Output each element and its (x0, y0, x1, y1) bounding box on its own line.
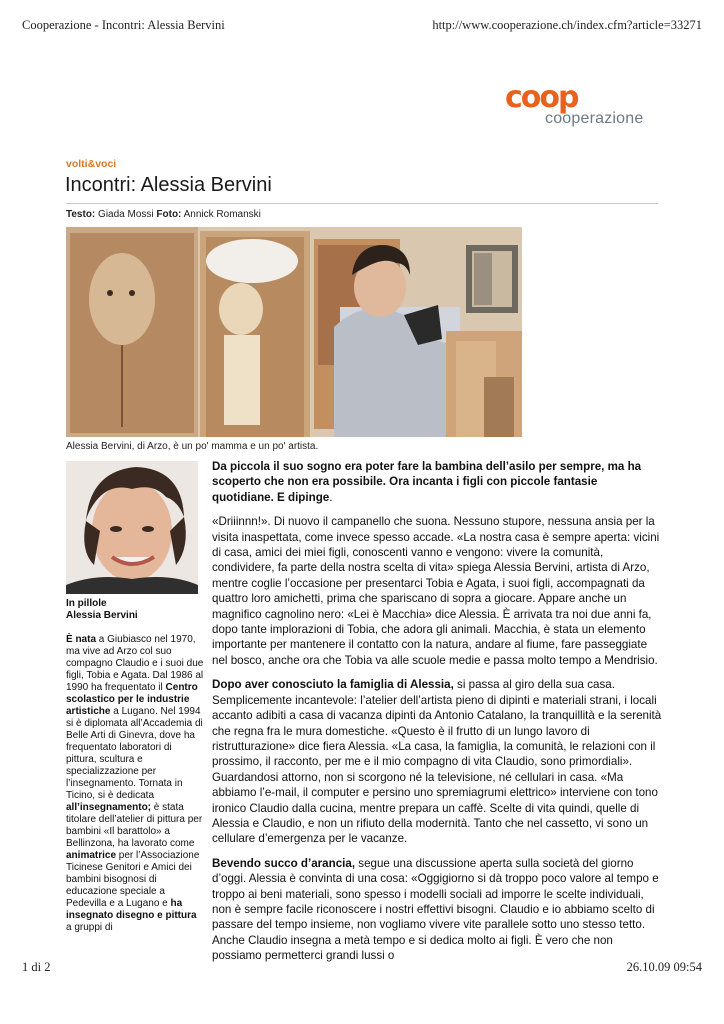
lead-text: Da piccola il suo sogno era poter fare la bambina dell’asilo per sempre, ma ha scoperto che non era possibile. Ora incanta i figli con piccole fantasie quotidiane. E dipinge (212, 460, 642, 504)
bio-bold-3: all’insegnamento; (66, 802, 152, 813)
credits-photo-label: Foto: (156, 209, 182, 220)
lead-end: . (329, 490, 333, 504)
sidebar-heading-2: Alessia Bervini (66, 610, 138, 621)
bio-text-5: a gruppi di (66, 922, 113, 933)
coop-cooperazione-logo[interactable] (505, 80, 655, 130)
bio-text-1: a Giubiasco nel 1970, ma vive ad Arzo col suo compagno Claudio e i suoi due figli, Tobia e Agata. Dal 1986 al 1990 ha frequentato il (66, 634, 204, 693)
paragraph-3 (212, 856, 662, 964)
credits-text-label: Testo: (66, 209, 96, 220)
paragraph-3-bold: Bevendo succo d’arancia, (212, 856, 356, 870)
section-label-b: voci (95, 158, 117, 170)
paragraph-3-text: segue una discussione aperta sulla società del giorno d’oggi. Alessia è convinta di una cosa: «Oggigiorno si dà troppo poco valore al tempo e troppo ai beni materiali, sono spesso i modelli sociali ad imporre le scelte individuali, non è sempre facile riconoscere i nostri effettivi bisogni. Claudio e io abbiamo scelto di passare del tempo insieme, non vogliamo vivere vite parallele sotto uno stesso tetto. Anche Claudio insegna a metà tempo e si dedica molto ai figli. È vero che non possiamo permetterci grandi lussi o (212, 856, 659, 963)
section-label-amp: & (87, 158, 96, 170)
credits-text-author: Giada Mossi (98, 209, 154, 220)
article-lead (212, 459, 662, 505)
bio-bold-4: animatrice (66, 850, 117, 861)
page-counter: 1 di 2 (22, 960, 51, 974)
paragraph-2-text: si passa al giro della sua casa. Semplicemente incantevole: l’atelier dell’artista pieno di dipinti e materiali strani, i locali accanto adibiti a casa di vacanza dipinti da Antonio Catalano, la tranquillità e la serenità che regna fra le mura domestiche. «Questo è il frutto di un lungo lavoro di ristrutturazione» dice fiera Alessia. «La casa, la famiglia, la comunità, le relazioni con il prossimo, il racconto, per me e il mio compagno di vita Claudio, sono primordiali». Guardandosi attorno, non si scorgono né la televisione, né cellulari in casa. «Ma abbiamo l’e-mail, il computer e persino uno spremiagrumi elettrico» interviene con tono ironico Claudio dalla cucina, mentre prepara un caffè. Scelte di vita quindi, quelle di Alessia e Claudio, e non un rifiuto della modernità. Tanto che nel cassetto, vi sono un cellulare d’emergenza per le vacanze. (212, 678, 662, 846)
sidebar-heading-1: In pillole (66, 598, 107, 609)
bio-text-2: a Lugano. Nel 1994 si è diplomata all’Accademia di Belle Arti di Ginevra, dove ha frequentato laboratori di pittura, scultura e specializzazione per l’insegnamento. Tornata in Ticino, si è dedicata (66, 706, 203, 801)
bio-bold-2: Centro scolastico per le industrie artistiche (66, 682, 198, 717)
section-label[interactable] (66, 158, 116, 170)
bio-text-3: è stata titolare dell’atelier di pittura per bambini «Il barattolo» a Bellinzona, ha lavorato come (66, 802, 203, 849)
article-title: Incontri: Alessia Bervini (65, 174, 272, 196)
bio-text-4: per l’Associazione Ticinese Genitori e Amici dei bambini bisognosi di educazione speciale a Pedevilla e a Lugano e (66, 850, 200, 909)
paragraph-2 (212, 677, 662, 846)
sidebar-bio (66, 634, 204, 934)
sidebar-spacer (66, 622, 204, 634)
section-label-a: volti (66, 158, 88, 170)
logo-subtitle: cooperazione (545, 110, 644, 127)
title-divider (66, 203, 658, 204)
print-timestamp: 26.10.09 09:54 (626, 960, 702, 974)
main-photo (66, 227, 522, 437)
photo-caption: Alessia Bervini, di Arzo, è un po' mamma e un po' artista. (66, 441, 319, 452)
bio-bold-5: ha insegnato disegno e pittura (66, 898, 197, 921)
article-credits (66, 209, 261, 220)
logo-brand: coop (505, 80, 578, 115)
portrait-photo (66, 461, 198, 594)
paragraph-2-bold: Dopo aver conosciuto la famiglia di Alessia, (212, 678, 454, 692)
article-body (212, 459, 662, 973)
credits-photo-author: Annick Romanski (183, 209, 261, 220)
in-pillole-sidebar (66, 598, 204, 934)
bio-bold-1: È nata (66, 634, 97, 645)
print-header-url: http://www.cooperazione.ch/index.cfm?article=33271 (432, 18, 702, 32)
print-header-title: Cooperazione - Incontri: Alessia Bervini (22, 18, 225, 32)
paragraph-1: «Driiinnn!». Di nuovo il campanello che suona. Nessuno stupore, nessuna ansia per la visita inaspettata, come invece spesso accade. «La nostra casa è sempre aperta: vicini di casa, amici dei miei figli, conoscenti vanno e vengono: vivere la comunità, condividere, fa parte della nostra scelta di vita» spiega Alessia Bervini, artista di Arzo, mentre coglie l’occasione per presentarci Tobia e Agata, i suoi figli, accompagnati da quattro loro amichetti, prima che spariscano di sopra a giocare. Appare anche un magnifico cagnolino nero: «Lei è Macchia» dice Alessia. È arrivata tra noi due anni fa, dopo tante implorazioni di Tobia, che adora gli animali. Macchia, è stata un elemento importante per mantenere il contatto con la natura, andare al fiume, fare passeggiate nel bosco, anche ora che Tobia va alle scuole medie e passa molto tempo a Mendrisio. (212, 515, 660, 667)
